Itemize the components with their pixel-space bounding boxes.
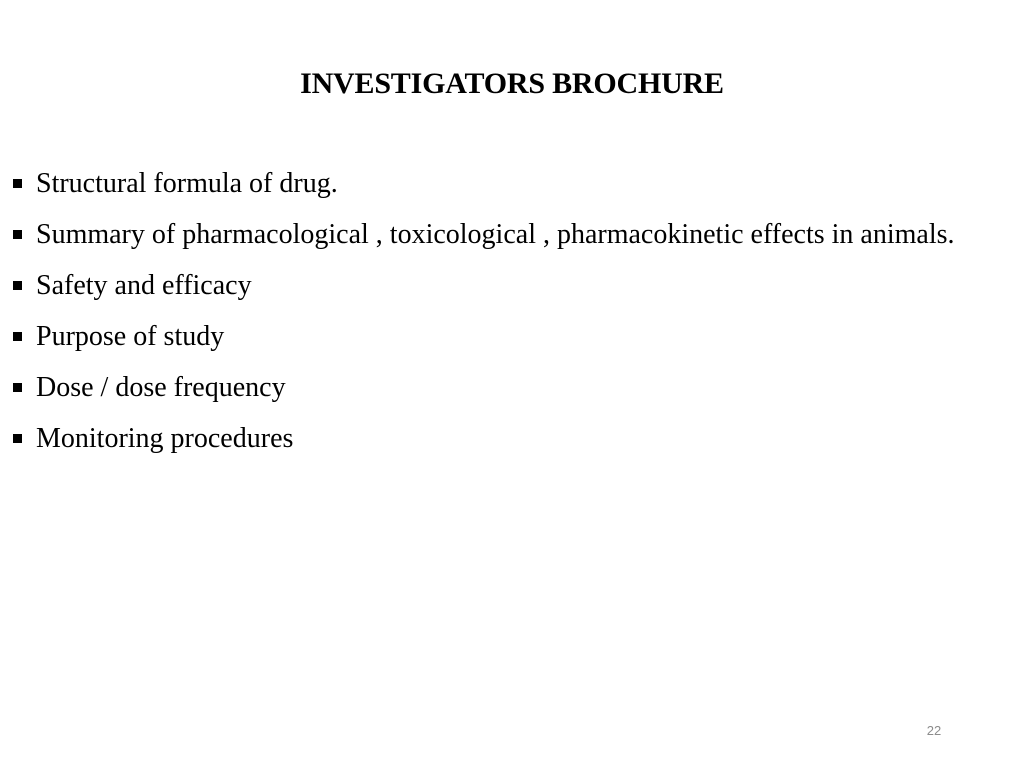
bullet-list <box>11 166 1001 472</box>
square-bullet-icon <box>13 383 22 392</box>
bullet-text: Summary of pharmacological , toxicological , pharmacokinetic effects in animals. <box>36 219 955 250</box>
bullet-item <box>11 421 1001 457</box>
bullet-item <box>11 319 1001 355</box>
square-bullet-icon <box>13 230 22 239</box>
slide-title: INVESTIGATORS BROCHURE <box>300 67 724 100</box>
page-number: 22 <box>926 723 942 738</box>
bullet-text: Monitoring procedures <box>36 423 294 454</box>
bullet-text: Dose / dose frequency <box>36 372 286 403</box>
bullet-item <box>11 370 1001 406</box>
bullet-text: Safety and efficacy <box>36 270 252 301</box>
bullet-text: Structural formula of drug. <box>36 168 338 199</box>
square-bullet-icon <box>13 332 22 341</box>
bullet-item <box>11 268 1001 304</box>
bullet-item <box>11 166 1001 202</box>
bullet-item <box>11 217 1001 253</box>
bullet-text: Purpose of study <box>36 321 225 352</box>
square-bullet-icon <box>13 434 22 443</box>
square-bullet-icon <box>13 179 22 188</box>
square-bullet-icon <box>13 281 22 290</box>
